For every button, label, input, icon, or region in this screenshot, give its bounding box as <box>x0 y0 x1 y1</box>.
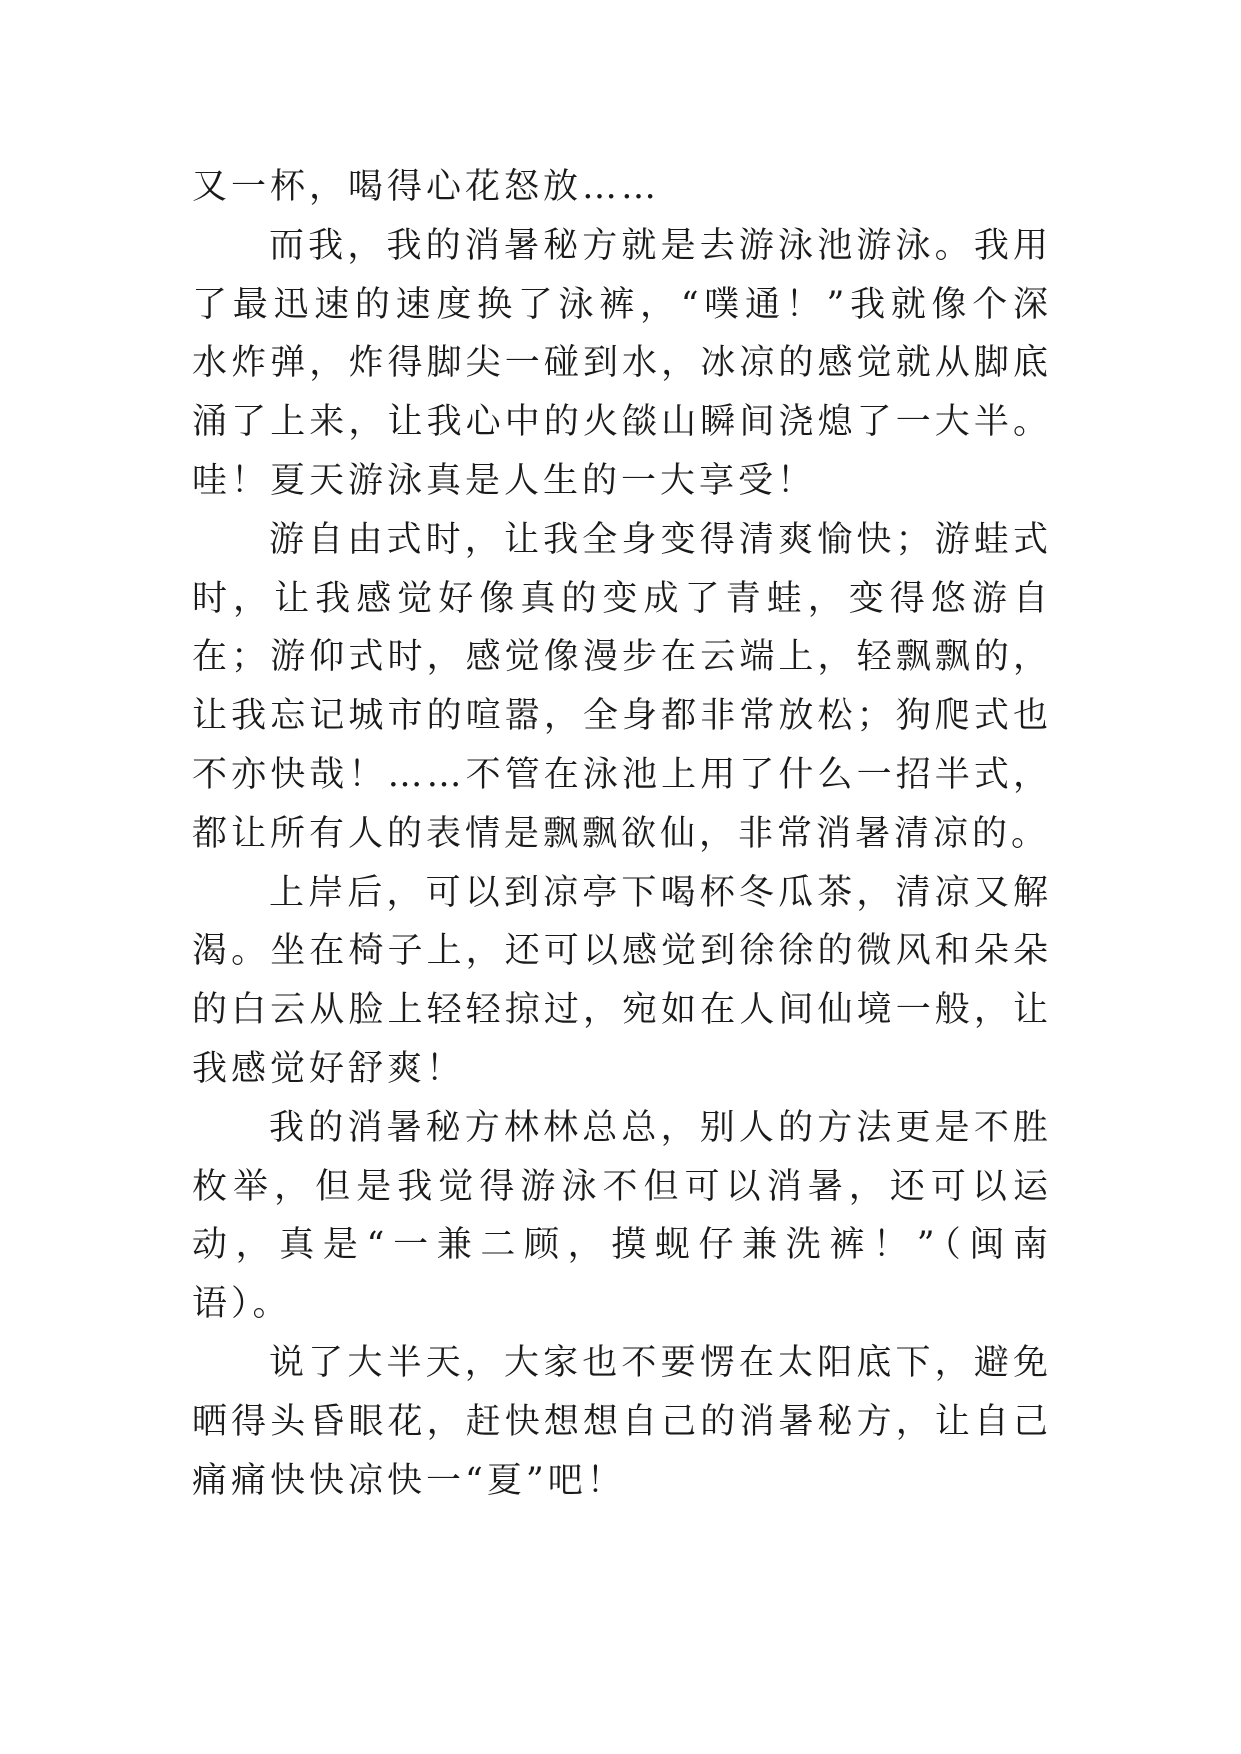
essay-body <box>192 158 1052 1510</box>
paragraph-swimming-pool: 而我，我的消暑秘方就是去游泳池游泳。我用了最迅速的速度换了泳裤，“噗通！”我就像个深水炸弹，炸得脚尖一碰到水，冰凉的感觉就从脚底涌了上来，让我心中的火燄山瞬间浇熄了一大半。哇！夏天游泳真是人生的一大享受！ <box>192 225 1052 501</box>
paragraph-swim-strokes: 游自由式时，让我全身变得清爽愉快；游蛙式时，让我感觉好像真的变成了青蛙，变得悠游自在；游仰式时，感觉像漫步在云端上，轻飘飘的，让我忘记城市的喧嚣，全身都非常放松；狗爬式也不亦快哉！……不管在泳池上用了什么一招半式，都让所有人的表情是飘飘欲仙，非常消暑清凉的。 <box>192 519 1052 854</box>
paragraph-conclusion: 说了大半天，大家也不要愣在太阳底下，避免晒得头昏眼花，赶快想想自己的消暑秘方，让自己痛痛快快凉快一“夏”吧！ <box>192 1342 1052 1501</box>
paragraph-continuation: 又一杯，喝得心花怒放…… <box>192 167 661 207</box>
paragraph-secret-recipes: 我的消暑秘方林林总总，别人的方法更是不胜枚举，但是我觉得游泳不但可以消暑，还可以运动，真是“一兼二顾，摸蚬仔兼洗裤！”（闽南语）。 <box>192 1107 1052 1325</box>
paragraph-after-swim: 上岸后，可以到凉亭下喝杯冬瓜茶，清凉又解渴。坐在椅子上，还可以感觉到徐徐的微风和朵朵的白云从脸上轻轻掠过，宛如在人间仙境一般，让我感觉好舒爽！ <box>192 872 1052 1089</box>
